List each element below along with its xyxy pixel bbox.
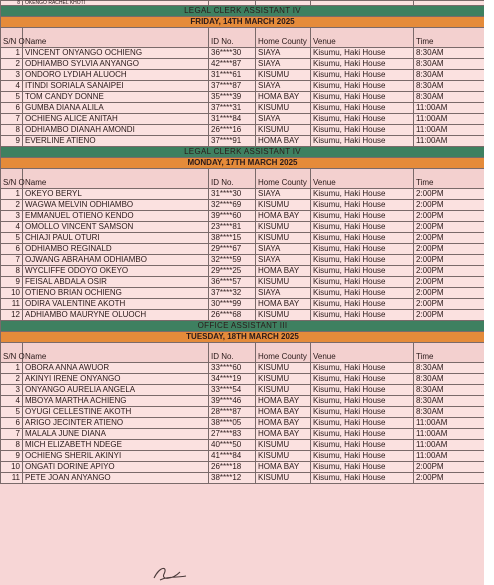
row-time: 2:00PM bbox=[414, 299, 485, 310]
table-row bbox=[1, 418, 485, 429]
row-venue: Kisumu, Haki House bbox=[311, 125, 414, 136]
column-header-sn: S/N O bbox=[1, 28, 23, 48]
column-header-venue: Venue bbox=[311, 343, 414, 363]
row-sn: 11 bbox=[1, 473, 23, 484]
row-name: ADHIAMBO MAURYNE OLUOCH bbox=[23, 310, 209, 321]
row-id: 39****60 bbox=[209, 211, 256, 222]
row-name: ODIRA VALENTINE AKOTH bbox=[23, 299, 209, 310]
row-county: HOMA BAY bbox=[256, 407, 311, 418]
row-id: 30****99 bbox=[209, 299, 256, 310]
row-county: HOMA BAY bbox=[256, 418, 311, 429]
row-id: 32****59 bbox=[209, 255, 256, 266]
schedule-body bbox=[1, 1, 485, 484]
row-venue: Kisumu, Haki House bbox=[311, 233, 414, 244]
row-name: ARIGO JECINTER ATIENO bbox=[23, 418, 209, 429]
row-time: 2:00PM bbox=[414, 288, 485, 299]
row-county: SIAYA bbox=[256, 59, 311, 70]
row-sn: 2 bbox=[1, 374, 23, 385]
section-title: LEGAL CLERK ASSISTANT IV bbox=[1, 6, 485, 17]
row-county: KISUMU bbox=[256, 473, 311, 484]
row-id: 37****32 bbox=[209, 288, 256, 299]
table-row bbox=[1, 211, 485, 222]
row-sn: 4 bbox=[1, 222, 23, 233]
row-sn: 1 bbox=[1, 48, 23, 59]
row-id: 29****25 bbox=[209, 266, 256, 277]
row-id: 38****12 bbox=[209, 473, 256, 484]
section-title-bar bbox=[1, 6, 485, 17]
table-row bbox=[1, 374, 485, 385]
row-venue: Kisumu, Haki House bbox=[311, 59, 414, 70]
row-sn: 9 bbox=[1, 451, 23, 462]
row-time: 2:00PM bbox=[414, 266, 485, 277]
table-row bbox=[1, 136, 485, 147]
row-venue: Kisumu, Haki House bbox=[311, 396, 414, 407]
row-venue: Kisumu, Haki House bbox=[311, 103, 414, 114]
row-time: 8:30AM bbox=[414, 374, 485, 385]
row-id: 28****87 bbox=[209, 407, 256, 418]
column-header-time: Time bbox=[414, 28, 485, 48]
row-time: 2:00PM bbox=[414, 189, 485, 200]
row-county: KISUMU bbox=[256, 103, 311, 114]
row-sn: 4 bbox=[1, 81, 23, 92]
row-name: MICH ELIZABETH NDEGE bbox=[23, 440, 209, 451]
row-county: SIAYA bbox=[256, 114, 311, 125]
table-row bbox=[1, 70, 485, 81]
row-county: SIAYA bbox=[256, 244, 311, 255]
row-sn: 6 bbox=[1, 244, 23, 255]
row-sn: 11 bbox=[1, 299, 23, 310]
table-row bbox=[1, 473, 485, 484]
row-time: 8:30AM bbox=[414, 363, 485, 374]
table-row bbox=[1, 462, 485, 473]
row-sn: 1 bbox=[1, 363, 23, 374]
row-name: OMOLLO VINCENT SAMSON bbox=[23, 222, 209, 233]
row-name: EMMANUEL OTIENO KENDO bbox=[23, 211, 209, 222]
section-title: OFFICE ASSISTANT III bbox=[1, 321, 485, 332]
row-county: KISUMU bbox=[256, 200, 311, 211]
row-county: KISUMU bbox=[256, 440, 311, 451]
row-time: 8:30AM bbox=[414, 48, 485, 59]
row-sn: 9 bbox=[1, 277, 23, 288]
row-id: 26****68 bbox=[209, 310, 256, 321]
row-venue: Kisumu, Haki House bbox=[311, 114, 414, 125]
row-name: ODHIAMBO REGINALD bbox=[23, 244, 209, 255]
table-row bbox=[1, 299, 485, 310]
column-header-id: ID No. bbox=[209, 28, 256, 48]
section-title: LEGAL CLERK ASSISTANT IV bbox=[1, 147, 485, 158]
row-id: 31****30 bbox=[209, 189, 256, 200]
row-time: 11:00AM bbox=[414, 136, 485, 147]
row-venue: Kisumu, Haki House bbox=[311, 440, 414, 451]
row-time: 11:00AM bbox=[414, 114, 485, 125]
section-date: MONDAY, 17TH MARCH 2025 bbox=[1, 158, 485, 169]
row-venue: Kisumu, Haki House bbox=[311, 211, 414, 222]
row-venue: Kisumu, Haki House bbox=[311, 418, 414, 429]
row-sn: 6 bbox=[1, 103, 23, 114]
table-row bbox=[1, 266, 485, 277]
table-row bbox=[1, 48, 485, 59]
row-time: 11:00AM bbox=[414, 440, 485, 451]
row-county: HOMA BAY bbox=[256, 396, 311, 407]
row-time: 8:30AM bbox=[414, 81, 485, 92]
row-sn: 5 bbox=[1, 92, 23, 103]
row-venue: Kisumu, Haki House bbox=[311, 473, 414, 484]
row-venue: Kisumu, Haki House bbox=[311, 222, 414, 233]
row-time: 2:00PM bbox=[414, 255, 485, 266]
row-id: 37****91 bbox=[209, 136, 256, 147]
row-id: 32****69 bbox=[209, 200, 256, 211]
row-sn: 5 bbox=[1, 407, 23, 418]
table-row bbox=[1, 59, 485, 70]
row-time: 8:30AM bbox=[414, 92, 485, 103]
column-header-name: Name bbox=[23, 343, 209, 363]
handwritten-signature bbox=[150, 562, 190, 584]
row-time: 11:00AM bbox=[414, 451, 485, 462]
table-row bbox=[1, 222, 485, 233]
row-sn: 4 bbox=[1, 396, 23, 407]
row-id: 26****18 bbox=[209, 462, 256, 473]
row-sn: 8 bbox=[1, 266, 23, 277]
column-header-home-county: Home County bbox=[256, 28, 311, 48]
table-row bbox=[1, 288, 485, 299]
row-county: KISUMU bbox=[256, 374, 311, 385]
row-name: ONGATI DORINE APIYO bbox=[23, 462, 209, 473]
row-county: KISUMU bbox=[256, 310, 311, 321]
row-county: HOMA BAY bbox=[256, 462, 311, 473]
row-id: 37****31 bbox=[209, 103, 256, 114]
row-name: MBOYA MARTHA ACHIENG bbox=[23, 396, 209, 407]
row-id: 38****05 bbox=[209, 418, 256, 429]
table-row bbox=[1, 407, 485, 418]
row-name: OKEYO BERYL bbox=[23, 189, 209, 200]
row-county: KISUMU bbox=[256, 233, 311, 244]
row-name: PETE JOAN ANYANGO bbox=[23, 473, 209, 484]
row-time: 2:00PM bbox=[414, 233, 485, 244]
row-time: 11:00AM bbox=[414, 103, 485, 114]
row-venue: Kisumu, Haki House bbox=[311, 451, 414, 462]
row-sn: 1 bbox=[1, 189, 23, 200]
table-row bbox=[1, 81, 485, 92]
row-id: 39****46 bbox=[209, 396, 256, 407]
table-row bbox=[1, 440, 485, 451]
table-row bbox=[1, 125, 485, 136]
row-name: OTIENO BRIAN OCHIENG bbox=[23, 288, 209, 299]
row-sn: 3 bbox=[1, 385, 23, 396]
row-county: SIAYA bbox=[256, 81, 311, 92]
row-name: OCHIENG SHERIL AKINYI bbox=[23, 451, 209, 462]
column-header-name: Name bbox=[23, 28, 209, 48]
row-id: 40****50 bbox=[209, 440, 256, 451]
row-county: HOMA BAY bbox=[256, 92, 311, 103]
row-id: 31****61 bbox=[209, 70, 256, 81]
table-row bbox=[1, 396, 485, 407]
row-venue: Kisumu, Haki House bbox=[311, 92, 414, 103]
row-county: SIAYA bbox=[256, 48, 311, 59]
column-header-row bbox=[1, 343, 485, 363]
column-header-row bbox=[1, 28, 485, 48]
row-name: ODHIAMBO DIANAH AMONDI bbox=[23, 125, 209, 136]
row-name: TOM CANDY DONNE bbox=[23, 92, 209, 103]
row-sn: 5 bbox=[1, 233, 23, 244]
row-county: SIAYA bbox=[256, 255, 311, 266]
table-row bbox=[1, 310, 485, 321]
row-county: KISUMU bbox=[256, 222, 311, 233]
row-name: OJWANG ABRAHAM ODHIAMBO bbox=[23, 255, 209, 266]
row-venue: Kisumu, Haki House bbox=[311, 277, 414, 288]
row-name: WYCLIFFE ODOYO OKEYO bbox=[23, 266, 209, 277]
row-name: ONDORO LYDIAH ALUOCH bbox=[23, 70, 209, 81]
row-name: EVERLINE ATIENO bbox=[23, 136, 209, 147]
row-sn: 12 bbox=[1, 310, 23, 321]
section-date-bar bbox=[1, 158, 485, 169]
row-sn: 7 bbox=[1, 255, 23, 266]
table-row bbox=[1, 189, 485, 200]
row-county: HOMA BAY bbox=[256, 266, 311, 277]
row-name: CHIAJI PAUL OTURI bbox=[23, 233, 209, 244]
row-venue: Kisumu, Haki House bbox=[311, 374, 414, 385]
row-sn: 10 bbox=[1, 288, 23, 299]
row-id: 27****83 bbox=[209, 429, 256, 440]
row-time: 2:00PM bbox=[414, 244, 485, 255]
table-row bbox=[1, 244, 485, 255]
row-id: 23****81 bbox=[209, 222, 256, 233]
row-name: ONYANGO AURELIA ANGELA bbox=[23, 385, 209, 396]
row-time: 2:00PM bbox=[414, 277, 485, 288]
row-county: HOMA BAY bbox=[256, 299, 311, 310]
row-venue: Kisumu, Haki House bbox=[311, 70, 414, 81]
row-county: KISUMU bbox=[256, 363, 311, 374]
column-header-sn: S/N O bbox=[1, 169, 23, 189]
section-title-bar bbox=[1, 321, 485, 332]
row-name: ITINDI SORIALA SANAIPEI bbox=[23, 81, 209, 92]
row-sn: 3 bbox=[1, 70, 23, 81]
row-time: 2:00PM bbox=[414, 310, 485, 321]
row-county: KISUMU bbox=[256, 385, 311, 396]
column-header-id: ID No. bbox=[209, 343, 256, 363]
row-name: OYUGI CELLESTINE AKOTH bbox=[23, 407, 209, 418]
row-sn: 2 bbox=[1, 200, 23, 211]
column-header-id: ID No. bbox=[209, 169, 256, 189]
column-header-sn: S/N O bbox=[1, 343, 23, 363]
row-name: FEISAL ABDALA OSIR bbox=[23, 277, 209, 288]
row-county: HOMA BAY bbox=[256, 136, 311, 147]
table-row bbox=[1, 363, 485, 374]
row-venue: Kisumu, Haki House bbox=[311, 407, 414, 418]
column-header-row bbox=[1, 169, 485, 189]
row-time: 11:00AM bbox=[414, 429, 485, 440]
row-venue: Kisumu, Haki House bbox=[311, 462, 414, 473]
row-county: KISUMU bbox=[256, 277, 311, 288]
section-title-bar bbox=[1, 147, 485, 158]
table-row bbox=[1, 385, 485, 396]
column-header-name: Name bbox=[23, 169, 209, 189]
row-name: OBORA ANNA AWUOR bbox=[23, 363, 209, 374]
row-time: 8:30AM bbox=[414, 396, 485, 407]
row-name: WAGWA MELVIN ODHIAMBO bbox=[23, 200, 209, 211]
table-row bbox=[1, 200, 485, 211]
row-name: OCHIENG ALICE ANITAH bbox=[23, 114, 209, 125]
row-venue: Kisumu, Haki House bbox=[311, 81, 414, 92]
row-id: 36****57 bbox=[209, 277, 256, 288]
column-header-home-county: Home County bbox=[256, 343, 311, 363]
row-id: 33****60 bbox=[209, 363, 256, 374]
row-county: KISUMU bbox=[256, 451, 311, 462]
row-name: OKENGO RACHEL KHOTI bbox=[23, 1, 209, 6]
column-header-time: Time bbox=[414, 169, 485, 189]
row-venue: Kisumu, Haki House bbox=[311, 48, 414, 59]
column-header-venue: Venue bbox=[311, 169, 414, 189]
row-venue: Kisumu, Haki House bbox=[311, 363, 414, 374]
row-venue: Kisumu, Haki House bbox=[311, 429, 414, 440]
row-county: KISUMU bbox=[256, 125, 311, 136]
row-venue: Kisumu, Haki House bbox=[311, 385, 414, 396]
row-id: 29****67 bbox=[209, 244, 256, 255]
row-venue: Kisumu, Haki House bbox=[311, 189, 414, 200]
row-id: 34****19 bbox=[209, 374, 256, 385]
column-header-home-county: Home County bbox=[256, 169, 311, 189]
column-header-venue: Venue bbox=[311, 28, 414, 48]
row-time: 2:00PM bbox=[414, 222, 485, 233]
row-sn: 7 bbox=[1, 114, 23, 125]
row-name: GUMBA DIANA ALILA bbox=[23, 103, 209, 114]
row-sn: 7 bbox=[1, 429, 23, 440]
row-county: KISUMU bbox=[256, 70, 311, 81]
table-row bbox=[1, 451, 485, 462]
table-row bbox=[1, 114, 485, 125]
row-venue: Kisumu, Haki House bbox=[311, 200, 414, 211]
row-time: 2:00PM bbox=[414, 211, 485, 222]
row-county: HOMA BAY bbox=[256, 429, 311, 440]
row-venue: Kisumu, Haki House bbox=[311, 255, 414, 266]
row-name: ODHIAMBO SYLVIA ANYANGO bbox=[23, 59, 209, 70]
row-id: 26****16 bbox=[209, 125, 256, 136]
table-row bbox=[1, 233, 485, 244]
row-id: 41****84 bbox=[209, 451, 256, 462]
row-sn: 10 bbox=[1, 462, 23, 473]
row-venue: Kisumu, Haki House bbox=[311, 310, 414, 321]
row-id: 42****87 bbox=[209, 59, 256, 70]
table-row bbox=[1, 92, 485, 103]
table-row bbox=[1, 277, 485, 288]
row-time: 2:00PM bbox=[414, 473, 485, 484]
row-sn: 9 bbox=[1, 136, 23, 147]
row-venue: Kisumu, Haki House bbox=[311, 288, 414, 299]
table-row bbox=[1, 103, 485, 114]
row-time: 8:30AM bbox=[414, 70, 485, 81]
row-id: 37****87 bbox=[209, 81, 256, 92]
row-name: MALALA JUNE DIANA bbox=[23, 429, 209, 440]
row-county: HOMA BAY bbox=[256, 211, 311, 222]
row-id: 36****30 bbox=[209, 48, 256, 59]
row-sn: 8 bbox=[1, 1, 23, 6]
row-venue: Kisumu, Haki House bbox=[311, 244, 414, 255]
row-sn: 6 bbox=[1, 418, 23, 429]
row-county: SIAYA bbox=[256, 189, 311, 200]
row-time: 11:00AM bbox=[414, 125, 485, 136]
section-date-bar bbox=[1, 17, 485, 28]
table-row bbox=[1, 255, 485, 266]
row-sn: 2 bbox=[1, 59, 23, 70]
section-date: TUESDAY, 18TH MARCH 2025 bbox=[1, 332, 485, 343]
row-name: AKINYI IRENE ONYANGO bbox=[23, 374, 209, 385]
row-venue: Kisumu, Haki House bbox=[311, 299, 414, 310]
row-venue: Kisumu, Haki House bbox=[311, 266, 414, 277]
row-id: 31****84 bbox=[209, 114, 256, 125]
table-row bbox=[1, 429, 485, 440]
row-sn: 8 bbox=[1, 440, 23, 451]
row-id: 33****54 bbox=[209, 385, 256, 396]
row-time: 8:30AM bbox=[414, 407, 485, 418]
row-name: VINCENT ONYANGO OCHIENG bbox=[23, 48, 209, 59]
row-time: 8:30AM bbox=[414, 59, 485, 70]
row-sn: 8 bbox=[1, 125, 23, 136]
row-id: 35****39 bbox=[209, 92, 256, 103]
row-county: SIAYA bbox=[256, 288, 311, 299]
row-time: 11:00AM bbox=[414, 418, 485, 429]
row-time: 2:00PM bbox=[414, 462, 485, 473]
section-date: FRIDAY, 14TH MARCH 2025 bbox=[1, 17, 485, 28]
page-margin bbox=[484, 0, 494, 585]
column-header-time: Time bbox=[414, 343, 485, 363]
row-time: 2:00PM bbox=[414, 200, 485, 211]
row-sn: 3 bbox=[1, 211, 23, 222]
section-date-bar bbox=[1, 332, 485, 343]
row-id: 38****15 bbox=[209, 233, 256, 244]
row-time: 8:30AM bbox=[414, 385, 485, 396]
row-venue: Kisumu, Haki House bbox=[311, 136, 414, 147]
